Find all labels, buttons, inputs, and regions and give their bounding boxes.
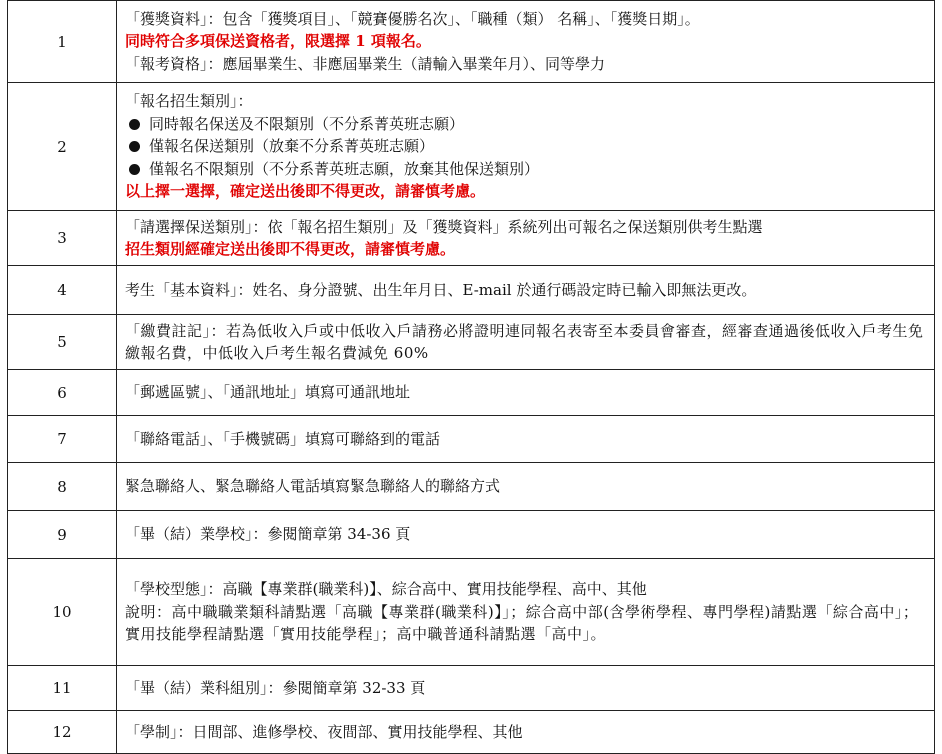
row-number: 7 — [8, 416, 117, 462]
description-text: 考生「基本資料」：姓名、身分證號、出生年月日、E-mail 於通行碼設定時已輸入即無法更改。 — [125, 280, 757, 299]
row-content — [117, 315, 934, 369]
bullet-item — [125, 113, 928, 136]
table-row — [8, 369, 934, 415]
row-number: 3 — [8, 211, 117, 265]
description-text: 「報考資格」：應屆畢業生、非應屆畢業生（請輸入畢業年月）、同等學力 — [125, 54, 606, 73]
row-content — [117, 416, 934, 462]
table-row — [8, 265, 934, 314]
table-row — [8, 510, 934, 558]
row-number: 5 — [8, 315, 117, 369]
description-text: 「報名招生類別」： — [125, 92, 253, 111]
table-row — [8, 710, 934, 753]
row-number: 10 — [8, 559, 117, 665]
bullet-item — [125, 135, 928, 158]
description-text: 「繳費註記」：若為低收入戶或中低收入戶請務必將證明連同報名表寄至本委員會審查，經審查通過後低收入戶考生免繳報名費，中低收入戶考生報名費減免 60% — [125, 321, 924, 362]
instructions-table — [7, 0, 935, 754]
bullet-text: 僅報名不限類別（不分系菁英班志願，放棄其他保送類別） — [149, 159, 540, 178]
row-content — [117, 1, 934, 82]
row-number: 12 — [8, 711, 117, 753]
row-content — [117, 370, 934, 415]
bullet-item — [125, 158, 928, 181]
row-number: 2 — [8, 83, 117, 210]
table-row — [8, 558, 934, 665]
table-row — [8, 82, 934, 210]
description-text: 說明：高中職職業類科請點選「高職【專業群(職業科)】」；綜合高中部(含學術學程、專門學程)請點選「綜合高中」；實用技能學程請點選「實用技能學程」；高中職普通科請點選「高中」。 — [125, 602, 919, 644]
description-text: 「畢（結）業科組別」：參閱簡章第 32-33 頁 — [125, 678, 426, 697]
table-row — [8, 210, 934, 265]
row-number: 8 — [8, 463, 117, 510]
row-number: 11 — [8, 666, 117, 710]
row-content — [117, 266, 934, 314]
row-content — [117, 83, 934, 210]
table-row — [8, 0, 934, 82]
table-row — [8, 665, 934, 710]
table-row — [8, 314, 934, 369]
bullet-text: 僅報名保送類別（放棄不分系菁英班志願） — [149, 137, 435, 156]
bullet-text: 同時報名保送及不限類別（不分系菁英班志願） — [149, 114, 465, 133]
row-number: 4 — [8, 266, 117, 314]
warning-text: 同時符合多項保送資格者，限選擇 1 項報名。 — [125, 32, 431, 51]
description-text: 「郵遞區號」、「通訊地址」填寫可通訊地址 — [125, 383, 411, 402]
warning-text: 以上擇一選擇，確定送出後即不得更改，請審慎考慮。 — [125, 182, 486, 201]
description-text: 「畢（結）業學校」：參閱簡章第 34-36 頁 — [125, 525, 411, 544]
bullet-icon — [129, 119, 140, 130]
warning-text: 招生類別經確定送出後即不得更改，請審慎考慮。 — [125, 240, 456, 258]
row-number: 1 — [8, 1, 117, 82]
table-row — [8, 462, 934, 510]
description-text: 「聯絡電話」、「手機號碼」填寫可聯絡到的電話 — [125, 429, 441, 448]
row-content — [117, 511, 934, 558]
description-text: 「獲獎資料」：包含「獲獎項目」、「競賽優勝名次」、「職種（類） 名稱」、「獲獎日期」。 — [125, 9, 700, 28]
row-content — [117, 666, 934, 710]
row-content — [117, 463, 934, 510]
table-row — [8, 415, 934, 462]
row-content — [117, 711, 934, 753]
description-text: 「學校型態」：高職【專業群(職業科)】、綜合高中、實用技能學程、高中、其他 — [125, 580, 647, 599]
row-content — [117, 559, 934, 665]
description-text: 緊急聯絡人、緊急聯絡人電話填寫緊急聯絡人的聯絡方式 — [125, 477, 501, 496]
row-content — [117, 211, 934, 265]
bullet-icon — [129, 141, 140, 152]
bullet-icon — [129, 164, 140, 175]
description-text: 「請選擇保送類別」：依「報名招生類別」及「獲獎資料」系統列出可報名之保送類別供考生點選 — [125, 217, 763, 236]
row-number: 9 — [8, 511, 117, 558]
row-number: 6 — [8, 370, 117, 415]
description-text: 「學制」：日間部、進修學校、夜間部、實用技能學程、其他 — [125, 722, 523, 741]
